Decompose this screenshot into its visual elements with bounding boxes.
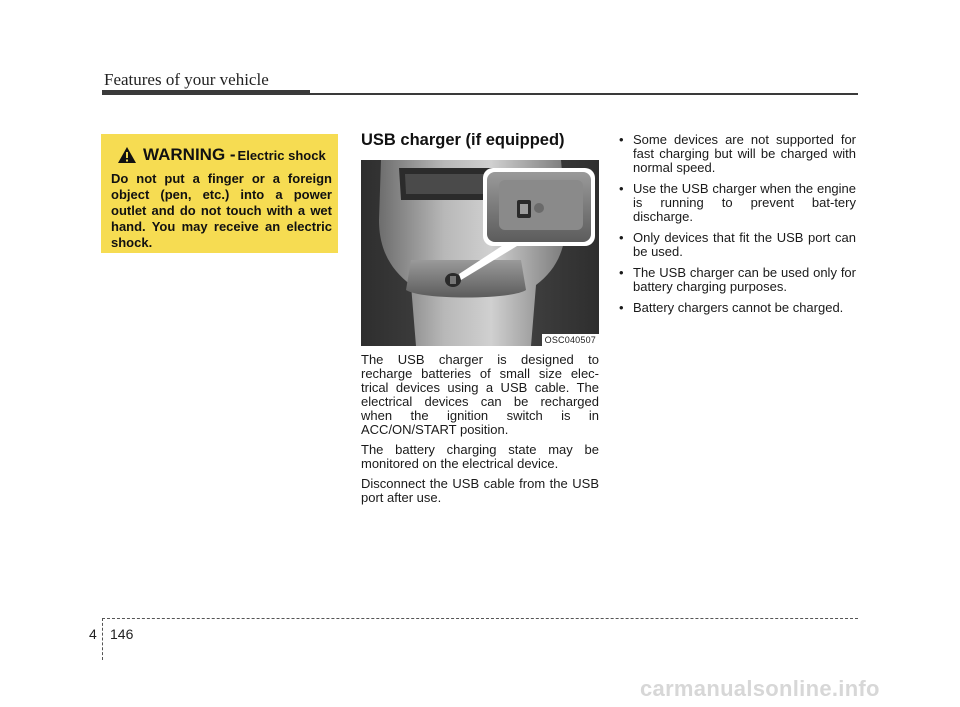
bullet-icon: • (619, 181, 624, 196)
page-header-title: Features of your vehicle (104, 70, 269, 89)
header-rule-thick (102, 90, 310, 95)
bullet-text: The USB charger can be used only for battery charging purposes. (633, 265, 856, 294)
warning-header (117, 144, 332, 166)
bullet-icon: • (619, 230, 624, 245)
paragraph: Disconnect the USB cable from the USB port after use. (361, 476, 599, 505)
warning-subtitle: Electric shock (237, 147, 326, 163)
list-item (616, 182, 856, 224)
bullet-list (616, 133, 856, 322)
bullet-icon: • (619, 265, 624, 280)
usb-charger-figure (361, 160, 599, 346)
page-number: 146 (110, 626, 134, 642)
paragraph: The battery charging state may be monitored on the electrical device. (361, 442, 599, 471)
figure-label: OSC040507 (542, 334, 599, 346)
warning-title: WARNING - (143, 145, 236, 164)
footer-rule-vertical (102, 618, 103, 660)
warning-box (101, 134, 338, 253)
list-item (616, 301, 856, 315)
list-item (616, 231, 856, 259)
body-text (361, 353, 599, 511)
footer-rule (102, 618, 858, 619)
watermark: carmanualsonline.info (640, 676, 880, 701)
list-item (616, 133, 856, 175)
bullet-text: Only devices that fit the USB port can be used. (633, 230, 856, 259)
usb-console-illustration (361, 160, 599, 346)
bullet-text: Battery chargers cannot be charged. (633, 300, 844, 315)
bullet-icon: • (619, 300, 624, 315)
chapter-number: 4 (89, 626, 97, 642)
bullet-icon: • (619, 132, 624, 147)
warning-triangle-icon (117, 146, 137, 164)
section-title: USB charger (if equipped) (361, 131, 565, 149)
bullet-text: Use the USB charger when the engine is running to prevent bat-tery discharge. (633, 181, 856, 224)
warning-text: Do not put a finger or a foreign object (pen, etc.) into a power outlet and do not touch with a wet hand. You may receive an electric shock. (111, 171, 332, 250)
list-item (616, 266, 856, 294)
header-rule-thin (310, 93, 858, 95)
paragraph: The USB charger is designed to recharge batteries of small size elec-trical devices using a USB cable. The electrical devices can be recharged when the ignition switch is in ACC/ON/START position. (361, 352, 599, 437)
bullet-text: Some devices are not supported for fast charging but will be charged with normal speed. (633, 132, 856, 175)
